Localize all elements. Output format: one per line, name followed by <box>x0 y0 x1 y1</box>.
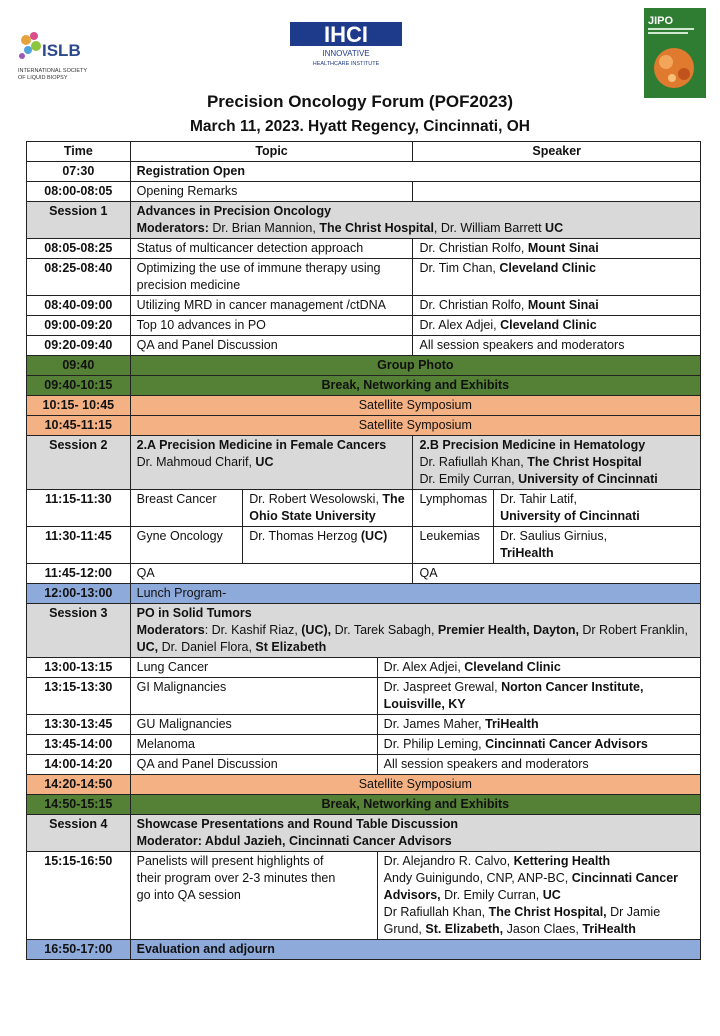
speaker-name: Dr. Thomas Herzog <box>249 529 361 543</box>
speaker-cell <box>377 735 700 755</box>
speaker-name: Dr. Alex Adjei, <box>419 318 501 332</box>
topic-cell: Satellite Symposium <box>130 775 700 795</box>
moderator-name: : Dr. Kashif Riaz, <box>204 623 302 637</box>
agenda-row <box>27 755 701 775</box>
agenda-row <box>27 527 701 564</box>
session-label: Session 2 <box>27 436 131 490</box>
moderator-line: Moderator: Abdul Jazieh, Cincinnati Cancer Advisors <box>136 834 452 848</box>
panelist-org: Cincinnati Cancer Advisors, <box>383 871 679 902</box>
speaker-cell: All session speakers and moderators <box>377 755 700 775</box>
panelist-org: UC <box>542 888 561 902</box>
topic-cell: Break, Networking and Exhibits <box>130 795 700 815</box>
topic-cell: Registration Open <box>130 162 700 182</box>
agenda-row <box>27 678 701 715</box>
time-cell: 10:15- 10:45 <box>27 396 131 416</box>
speaker-cell <box>413 239 701 259</box>
time-cell: 13:15-13:30 <box>27 678 131 715</box>
time-cell: 14:50-15:15 <box>27 795 131 815</box>
closing-row <box>27 940 701 960</box>
panelist-name: Andy Guinigundo, CNP, ANP-BC, <box>383 871 572 885</box>
time-cell: 11:15-11:30 <box>27 490 131 527</box>
moderator-name: Dr. Rafiullah Khan, <box>419 455 528 469</box>
satellite-row <box>27 775 701 795</box>
speaker-cell <box>494 527 701 564</box>
topic-cell: Satellite Symposium <box>130 416 700 436</box>
moderator-org: The Christ Hospital <box>319 221 434 235</box>
speaker-name: Dr. Tim Chan, <box>419 261 500 275</box>
session-label: Session 1 <box>27 202 131 239</box>
speaker-name: Dr. Jaspreet Grewal, <box>383 680 502 694</box>
ihci-logo <box>288 18 404 70</box>
time-cell: 13:00-13:15 <box>27 658 131 678</box>
speaker-name: Dr. Philip Leming, <box>383 737 486 751</box>
speaker-cell <box>377 678 700 715</box>
session-label: Session 4 <box>27 815 131 852</box>
speaker-cell: All session speakers and moderators <box>413 336 701 356</box>
header-topic: Topic <box>130 142 413 162</box>
session-details <box>130 202 700 239</box>
speaker-name: Dr. Robert Wesolowski, <box>249 492 383 506</box>
panelist-name: Dr. Alejandro R. Calvo, <box>383 854 514 868</box>
speaker-org: The Ohio State University <box>249 492 405 523</box>
topic-cell: Gyne Oncology <box>130 527 243 564</box>
time-cell: 09:20-09:40 <box>27 336 131 356</box>
svg-text:HEALTHCARE INSTITUTE: HEALTHCARE INSTITUTE <box>312 61 380 67</box>
agenda-row <box>27 564 701 584</box>
speaker-org: Cleveland Clinic <box>499 261 596 275</box>
moderators-label: Moderators <box>136 623 205 637</box>
time-cell: 08:00-08:05 <box>27 182 131 202</box>
speaker-name: Dr. Saulius Girnius, <box>500 529 608 543</box>
panelist-name: Jason Claes, <box>503 922 583 936</box>
agenda-row <box>27 259 701 296</box>
lunch-row <box>27 584 701 604</box>
panelist-org: Kettering Health <box>513 854 611 868</box>
panelist-name: Dr Rafiullah Khan, <box>383 905 489 919</box>
topic-cell: GI Malignancies <box>130 678 377 715</box>
moderator-org: UC <box>255 455 274 469</box>
page-title: Precision Oncology Forum (POF2023) <box>206 92 514 111</box>
satellite-row <box>27 396 701 416</box>
agenda-row <box>27 715 701 735</box>
topic-cell: QA and Panel Discussion <box>130 336 413 356</box>
speaker-cell <box>377 715 700 735</box>
topic-cell: Group Photo <box>130 356 700 376</box>
time-cell: 13:45-14:00 <box>27 735 131 755</box>
speaker-org: Mount Sinai <box>527 298 599 312</box>
speaker-name: Dr. Alex Adjei, <box>383 660 465 674</box>
topic-cell: Lunch Program- <box>130 584 700 604</box>
speaker-name: Dr. Tahir Latif, <box>500 492 577 506</box>
time-cell: 12:00-13:00 <box>27 584 131 604</box>
panelist-org: St. Elizabeth, <box>425 922 504 936</box>
time-cell: 08:05-08:25 <box>27 239 131 259</box>
group-photo-row <box>27 356 701 376</box>
moderator-org: (UC), <box>301 623 332 637</box>
speaker-name: Dr. James Maher, <box>383 717 486 731</box>
topic-cell: Breast Cancer <box>130 490 243 527</box>
topic-cell: Leukemias <box>413 527 494 564</box>
session-2a <box>130 436 413 490</box>
session-2b <box>413 436 701 490</box>
topic-cell: Break, Networking and Exhibits <box>130 376 700 396</box>
satellite-row <box>27 416 701 436</box>
topic-cell: QA <box>130 564 413 584</box>
topic-cell: Status of multicancer detection approach <box>130 239 413 259</box>
agenda-row <box>27 852 701 940</box>
moderator-name: , Dr. William Barrett <box>433 221 546 235</box>
agenda-row <box>27 182 701 202</box>
topic-cell: Top 10 advances in PO <box>130 316 413 336</box>
session-row <box>27 604 701 658</box>
panelist-name: Dr. Emily Curran, <box>440 888 543 902</box>
topic-cell: QA and Panel Discussion <box>130 755 377 775</box>
speaker-name: Dr. Christian Rolfo, <box>419 241 528 255</box>
speaker-org: Cincinnati Cancer Advisors <box>485 737 648 751</box>
speaker-org: Mount Sinai <box>527 241 599 255</box>
time-cell: 14:20-14:50 <box>27 775 131 795</box>
speaker-cell <box>243 527 413 564</box>
time-cell: 09:00-09:20 <box>27 316 131 336</box>
session-details <box>130 604 700 658</box>
moderator-name: Dr. Tarek Sabagh, <box>331 623 438 637</box>
time-cell: 11:30-11:45 <box>27 527 131 564</box>
speaker-cell <box>494 490 701 527</box>
jipo-journal-cover <box>644 8 706 98</box>
panelist-org: TriHealth <box>582 922 636 936</box>
panelist-name: Dr Jamie Grund, <box>383 905 661 936</box>
speaker-org: Norton Cancer Institute, Louisville, KY <box>383 680 644 711</box>
time-cell: 08:25-08:40 <box>27 259 131 296</box>
topic-cell: Evaluation and adjourn <box>130 940 700 960</box>
session-row <box>27 815 701 852</box>
topic-cell: QA <box>413 564 701 584</box>
islb-logo <box>14 28 94 88</box>
session-row <box>27 436 701 490</box>
time-cell: 15:15-16:50 <box>27 852 131 940</box>
topic-cell: Opening Remarks <box>130 182 413 202</box>
topic-cell: GU Malignancies <box>130 715 377 735</box>
time-cell: 11:45-12:00 <box>27 564 131 584</box>
speaker-cell <box>243 490 413 527</box>
topic-cell: Satellite Symposium <box>130 396 700 416</box>
session-title: 2.B Precision Medicine in Hematology <box>419 438 646 452</box>
moderator-name: Dr. Emily Curran, <box>419 472 519 486</box>
session-label: Session 3 <box>27 604 131 658</box>
agenda-row <box>27 735 701 755</box>
break-row <box>27 795 701 815</box>
svg-text:IHCI: IHCI <box>324 22 368 47</box>
header-time: Time <box>27 142 131 162</box>
speaker-cell <box>377 852 700 940</box>
event-subtitle: March 11, 2023. Hyatt Regency, Cincinnati, OH <box>190 118 530 135</box>
topic-cell: Lymphomas <box>413 490 494 527</box>
moderator-org: The Christ Hospital <box>527 455 642 469</box>
break-row <box>27 376 701 396</box>
speaker-org: (UC) <box>360 529 388 543</box>
topic-cell: Utilizing MRD in cancer management /ctDNA <box>130 296 413 316</box>
moderator-org: UC, <box>136 640 159 654</box>
svg-text:INTERNATIONAL SOCIETY: INTERNATIONAL SOCIETY <box>18 68 88 74</box>
moderator-name: Dr. Brian Mannion, <box>208 221 320 235</box>
moderator-name: Dr Robert Franklin, <box>578 623 688 637</box>
speaker-org: TriHealth <box>485 717 539 731</box>
agenda-row <box>27 490 701 527</box>
header-row <box>27 142 701 162</box>
moderators-label: Moderators: <box>136 221 209 235</box>
speaker-cell <box>413 182 701 202</box>
topic-cell: Optimizing the use of immune therapy using precision medicine <box>130 259 413 296</box>
agenda-row <box>27 658 701 678</box>
time-cell: 16:50-17:00 <box>27 940 131 960</box>
svg-text:INNOVATIVE: INNOVATIVE <box>322 49 370 58</box>
session-details <box>130 815 700 852</box>
speaker-org: Cleveland Clinic <box>464 660 561 674</box>
speaker-cell <box>413 296 701 316</box>
speaker-org: Cleveland Clinic <box>500 318 597 332</box>
agenda-row <box>27 296 701 316</box>
agenda-table <box>26 141 701 960</box>
time-cell: 10:45-11:15 <box>27 416 131 436</box>
agenda-row <box>27 239 701 259</box>
moderator-name: Dr. Mahmoud Charif, <box>136 455 256 469</box>
speaker-name: Dr. Christian Rolfo, <box>419 298 528 312</box>
topic-cell: Lung Cancer <box>130 658 377 678</box>
topic-cell: Panelists will present highlights of their program over 2-3 minutes then go into QA session <box>130 852 377 940</box>
moderator-org: University of Cincinnati <box>518 472 658 486</box>
agenda-row <box>27 316 701 336</box>
moderator-org: St Elizabeth <box>255 640 327 654</box>
topic-cell: Melanoma <box>130 735 377 755</box>
session-title: PO in Solid Tumors <box>136 606 252 620</box>
session-title: 2.A Precision Medicine in Female Cancers <box>136 438 387 452</box>
moderator-org: UC <box>545 221 564 235</box>
panelist-org: The Christ Hospital, <box>488 905 607 919</box>
session-title: Advances in Precision Oncology <box>136 204 332 218</box>
time-cell: 07:30 <box>27 162 131 182</box>
speaker-org: TriHealth <box>500 546 554 560</box>
svg-text:ISLB: ISLB <box>42 41 81 60</box>
svg-text:OF LIQUID BIOPSY: OF LIQUID BIOPSY <box>18 75 68 81</box>
moderator-name: Dr. Daniel Flora, <box>158 640 256 654</box>
header-speaker: Speaker <box>413 142 701 162</box>
agenda-row <box>27 162 701 182</box>
session-row <box>27 202 701 239</box>
session-title: Showcase Presentations and Round Table Discussion <box>136 817 458 831</box>
agenda-row <box>27 336 701 356</box>
time-cell: 14:00-14:20 <box>27 755 131 775</box>
svg-text:JIPO: JIPO <box>648 15 674 27</box>
time-cell: 08:40-09:00 <box>27 296 131 316</box>
speaker-cell <box>413 316 701 336</box>
speaker-cell <box>377 658 700 678</box>
speaker-cell <box>413 259 701 296</box>
moderator-org: Premier Health, Dayton, <box>437 623 579 637</box>
time-cell: 13:30-13:45 <box>27 715 131 735</box>
time-cell: 09:40-10:15 <box>27 376 131 396</box>
speaker-org: University of Cincinnati <box>500 509 640 523</box>
time-cell: 09:40 <box>27 356 131 376</box>
